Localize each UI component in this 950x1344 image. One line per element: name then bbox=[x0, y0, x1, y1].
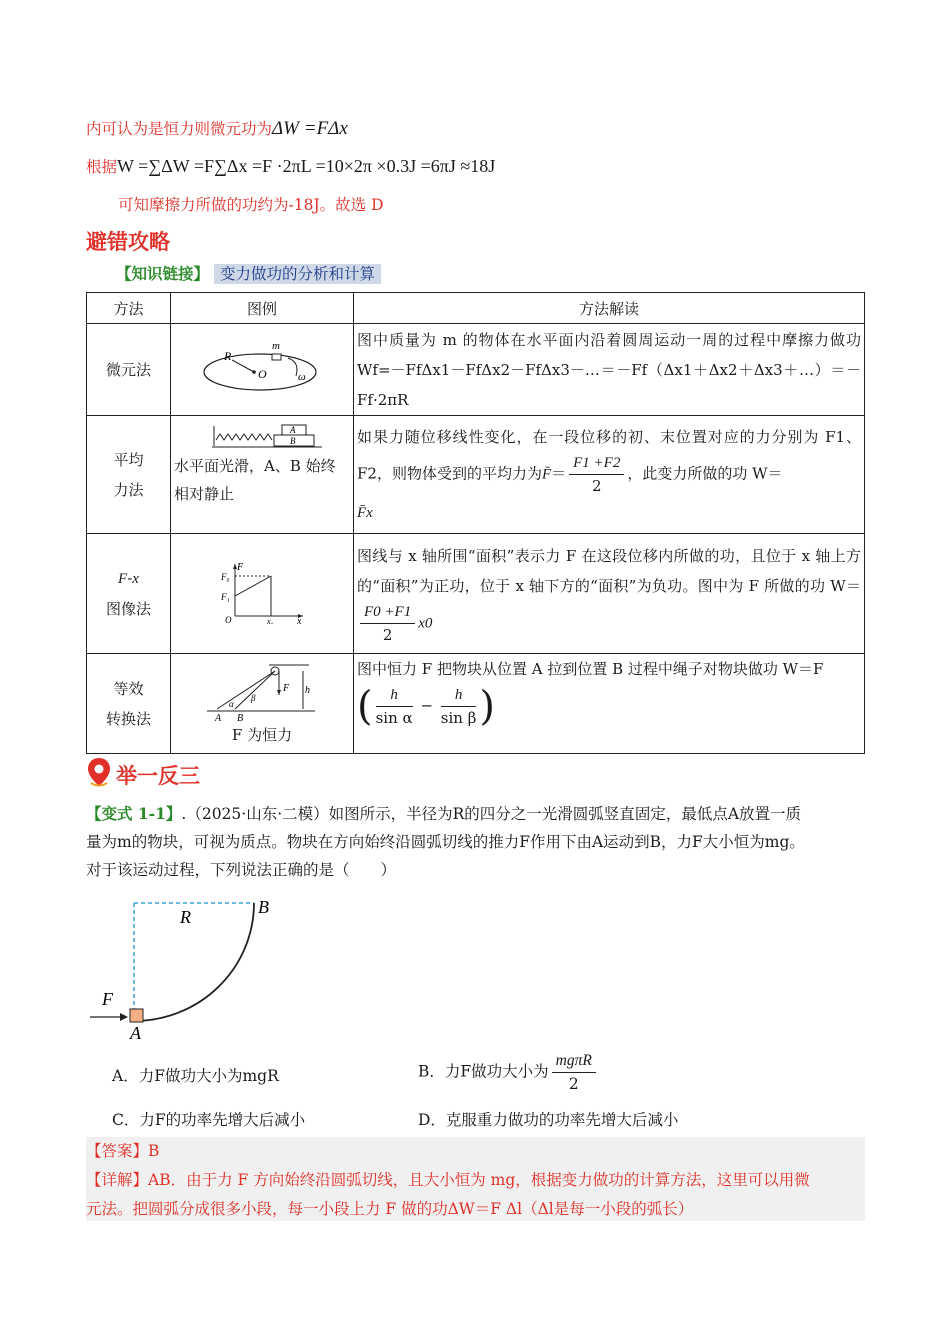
svg-text:β: β bbox=[251, 692, 256, 703]
desc-part-a: 图线与 x 轴所围“面积”表示力 F 在这段位移内所做的功，且位于 x 轴上方的“面积”为正功，位于 x 轴下方的“面积”为负功。图中为 F 所做的功 W＝ bbox=[357, 547, 861, 595]
text-line-1 bbox=[86, 118, 348, 140]
svg-text:O: O bbox=[225, 614, 232, 624]
pulley-figure bbox=[207, 661, 317, 723]
section-title: 避错攻略 bbox=[86, 230, 170, 254]
text-line-2 bbox=[86, 155, 495, 178]
figure-cell bbox=[171, 654, 354, 754]
svg-text:F: F bbox=[237, 561, 244, 573]
svg-text:ω: ω bbox=[298, 370, 306, 383]
svg-text:O: O bbox=[258, 366, 267, 381]
figure-caption: F 为恒力 bbox=[231, 725, 293, 744]
option-a[interactable]: A．力F做功大小为mgR bbox=[112, 1067, 279, 1085]
svg-text:F: F bbox=[283, 682, 290, 694]
svg-text:F₁: F₁ bbox=[221, 591, 230, 602]
desc-part-a: 如果力随位移线性变化，在一段位移的初、末位置对应的力分别为 F1、F2，则物体受到的平均力为 bbox=[357, 427, 861, 482]
label-B: B bbox=[258, 897, 269, 917]
table-row bbox=[87, 534, 865, 654]
header-method: 方法 bbox=[87, 293, 171, 324]
avg-force-fraction: $\frac{F1 +F2}{2}$ bbox=[569, 452, 624, 497]
table-row bbox=[87, 654, 865, 754]
svg-text:B: B bbox=[290, 436, 296, 446]
svg-text:A: A bbox=[215, 712, 222, 723]
knowledge-link bbox=[116, 262, 381, 284]
label-R: R bbox=[180, 907, 191, 927]
method-desc bbox=[354, 534, 865, 654]
label-A: A bbox=[130, 1023, 141, 1043]
f-x-graph-figure bbox=[217, 560, 307, 624]
knowledge-link-tag: 【知识链接】 bbox=[116, 264, 210, 283]
method-name: 微元法 bbox=[87, 324, 171, 416]
svg-text:h: h bbox=[305, 684, 310, 696]
svg-text:α: α bbox=[229, 698, 234, 709]
spring-blocks-figure bbox=[212, 422, 362, 450]
question-line-3: 对于该运动过程，下列说法正确的是（ ） bbox=[86, 861, 397, 879]
option-d[interactable]: D．克服重力做功的功率先增大后减小 bbox=[418, 1111, 679, 1129]
figure-cell bbox=[171, 416, 354, 534]
method-desc: 如果力随位移线性变化，在一段位移的初、末位置对应的力分别为 F1、F2，则物体受到的平均力为F̄＝ $\frac{F1 +F2}{2}$ ，此变力所做的功 W＝ F̄x bbox=[354, 416, 865, 534]
line1-formula: ΔW =FΔx bbox=[272, 118, 348, 139]
detail-line-2: 元法。把圆弧分成很多小段，每一小段上力 F 做的功ΔW＝F Δl（Δl是每一小段的弧长） bbox=[86, 1200, 694, 1218]
text-line-3: 可知摩擦力所做的功约为-18J。故选 D bbox=[118, 196, 384, 214]
line2-formula: W =∑ΔW =F∑Δx =F ·2πL =10×2π ×0.3J =6πJ ≈18J bbox=[117, 156, 496, 176]
svg-text:A: A bbox=[290, 425, 296, 435]
svg-text:x: x bbox=[297, 615, 302, 624]
question-source: .（2025·山东·二模） bbox=[181, 805, 329, 823]
figure-caption: 水平面光滑，A、B 始终相对静止 bbox=[174, 457, 336, 503]
label-F: F bbox=[102, 989, 113, 1009]
option-c[interactable]: C．力F的功率先增大后减小 bbox=[112, 1111, 306, 1129]
table-row bbox=[87, 416, 865, 534]
method-desc: 图中恒力 F 把物块从位置 A 拉到位置 B 过程中绳子对物块做功 W＝F ( $\frac{h}{\text{sin α}}$ − $\frac{h}{\text{sin β}}$ ) bbox=[354, 654, 865, 754]
svg-text:m: m bbox=[272, 339, 280, 352]
method-name: 等效 转换法 bbox=[87, 654, 171, 754]
method-name: 平均 力法 bbox=[87, 416, 171, 534]
methods-table bbox=[86, 292, 865, 754]
figure-cell bbox=[171, 534, 354, 654]
svg-text:B: B bbox=[237, 712, 244, 723]
desc-part-c: F̄x bbox=[357, 504, 373, 521]
desc-part-b: x0 bbox=[418, 615, 433, 632]
svg-text:x₀: x₀ bbox=[267, 616, 274, 624]
question-text bbox=[86, 800, 865, 884]
knowledge-link-text: 变力做功的分析和计算 bbox=[214, 264, 381, 284]
header-explain: 方法解读 bbox=[354, 293, 865, 324]
line2-text: 根据 bbox=[86, 158, 118, 176]
desc-part-b: ，此变力所做的功 W＝ bbox=[627, 464, 783, 482]
method-desc: 图中质量为 m 的物体在水平面内沿着圆周运动一周的过程中摩擦力做功 Wf=－FfΔx1－FfΔx2－FfΔx3－…＝－Ff（Δx1＋Δx2＋Δx3＋…）＝－Ff·2πR bbox=[354, 324, 865, 416]
table-row bbox=[87, 324, 865, 416]
circle-motion-figure bbox=[202, 338, 322, 398]
practice-title: 举一反三 bbox=[116, 764, 200, 788]
svg-text:R: R bbox=[224, 348, 232, 363]
answer-line: 【答案】B bbox=[86, 1142, 160, 1160]
quarter-circle-figure bbox=[86, 895, 286, 1045]
line1-text: 内可认为是恒力则微元功为 bbox=[86, 120, 273, 138]
desc-part-a: 图中恒力 F 把物块从位置 A 拉到位置 B 过程中绳子对物块做功 W＝F bbox=[357, 660, 824, 678]
svg-text:F₀: F₀ bbox=[221, 571, 230, 582]
location-pin-icon bbox=[86, 757, 112, 787]
question-line-2: 量为m的物块，可视为质点。物块在方向始终沿圆弧切线的推力F作用下由A运动到B，力F大小恒为mg。 bbox=[86, 833, 805, 851]
option-b[interactable]: B．力F做功大小为 $\frac{\text{mgπR}}{2}$ bbox=[418, 1050, 599, 1095]
detail-line-1: 【详解】AB．由于力 F 方向始终沿圆弧切线，且大小恒为 mg，根据变力做功的计算方法，这里可以用微 bbox=[86, 1171, 810, 1189]
variant-tag: 【变式 1-1】 bbox=[86, 804, 182, 823]
method-name: F-x 图像法 bbox=[87, 534, 171, 654]
fx-fraction: $\frac{F0 +F1}{2}$ bbox=[360, 601, 415, 646]
table-header-row bbox=[87, 293, 865, 324]
question-line-1: 如图所示，半径为R的四分之一光滑圆弧竖直固定，最低点A放置一质 bbox=[328, 805, 802, 823]
figure-cell bbox=[171, 324, 354, 416]
header-figure: 图例 bbox=[171, 293, 354, 324]
